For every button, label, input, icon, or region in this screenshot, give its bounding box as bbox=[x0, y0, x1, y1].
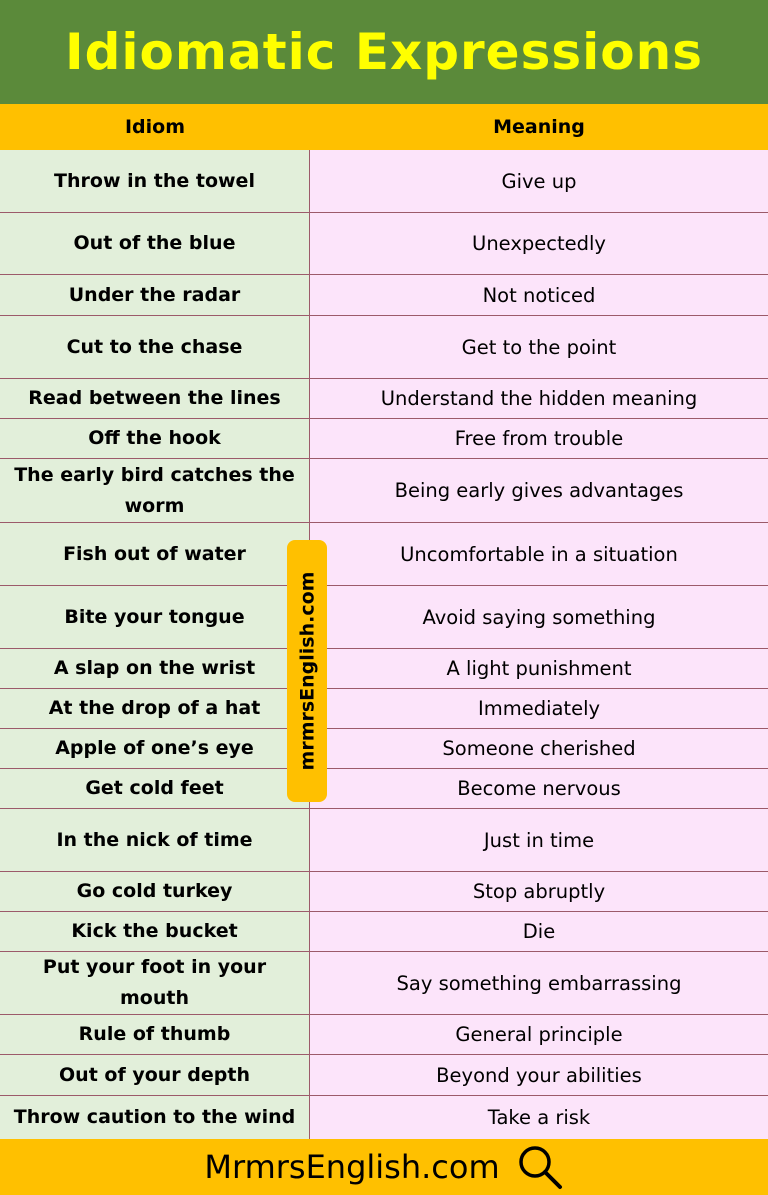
table-row bbox=[0, 729, 768, 769]
table-row bbox=[0, 1096, 768, 1140]
table-row bbox=[0, 150, 768, 213]
title-banner bbox=[0, 0, 768, 104]
meaning-cell: A light punishment bbox=[310, 649, 768, 688]
meaning-cell: Being early gives advantages bbox=[310, 459, 768, 522]
table-row bbox=[0, 689, 768, 729]
idiom-cell: Out of your depth bbox=[0, 1055, 310, 1095]
meaning-cell: Say something embarrassing bbox=[310, 952, 768, 1014]
meaning-cell: Immediately bbox=[310, 689, 768, 728]
idiom-cell: Out of the blue bbox=[0, 213, 310, 274]
meaning-cell: Beyond your abilities bbox=[310, 1055, 768, 1095]
idiom-cell: At the drop of a hat bbox=[0, 689, 310, 728]
table-row bbox=[0, 459, 768, 523]
table-row bbox=[0, 1015, 768, 1055]
idiom-cell: Off the hook bbox=[0, 419, 310, 458]
meaning-cell: Understand the hidden meaning bbox=[310, 379, 768, 418]
footer-site: MrmrsEnglish.com bbox=[204, 1148, 500, 1186]
meaning-cell: Take a risk bbox=[310, 1096, 768, 1139]
meaning-cell: Give up bbox=[310, 150, 768, 212]
table-row bbox=[0, 872, 768, 912]
table-row bbox=[0, 213, 768, 275]
table-row bbox=[0, 523, 768, 586]
idiom-cell: Throw in the towel bbox=[0, 150, 310, 212]
meaning-cell: Uncomfortable in a situation bbox=[310, 523, 768, 585]
idiom-cell: Throw caution to the wind bbox=[0, 1096, 310, 1139]
table-row bbox=[0, 649, 768, 689]
table-header bbox=[0, 104, 768, 151]
page-title: Idiomatic Expressions bbox=[65, 23, 703, 81]
table-row bbox=[0, 379, 768, 419]
table-row bbox=[0, 769, 768, 809]
idiom-cell: The early bird catches the worm bbox=[0, 459, 310, 522]
meaning-cell: Get to the point bbox=[310, 316, 768, 378]
table-row bbox=[0, 912, 768, 952]
idiom-cell: Rule of thumb bbox=[0, 1015, 310, 1054]
idiom-cell: Get cold feet bbox=[0, 769, 310, 808]
idiom-cell: Read between the lines bbox=[0, 379, 310, 418]
meaning-cell: Die bbox=[310, 912, 768, 951]
meaning-cell: Stop abruptly bbox=[310, 872, 768, 911]
header-idiom: Idiom bbox=[124, 116, 186, 138]
idiom-cell: Under the radar bbox=[0, 275, 310, 315]
table-row bbox=[0, 586, 768, 649]
meaning-cell: Just in time bbox=[310, 809, 768, 871]
idiom-cell: Put your foot in your mouth bbox=[0, 952, 310, 1014]
table-row bbox=[0, 952, 768, 1015]
meaning-cell: Become nervous bbox=[310, 769, 768, 808]
idiom-cell: Bite your tongue bbox=[0, 586, 310, 648]
meaning-cell: Free from trouble bbox=[310, 419, 768, 458]
idiom-cell: Go cold turkey bbox=[0, 872, 310, 911]
table-row bbox=[0, 316, 768, 379]
watermark-badge bbox=[287, 540, 327, 802]
header-meaning: Meaning bbox=[493, 116, 585, 138]
watermark-text: mrmrsEnglish.com bbox=[296, 571, 319, 771]
meaning-cell: Unexpectedly bbox=[310, 213, 768, 274]
idiom-cell: In the nick of time bbox=[0, 809, 310, 871]
idiom-cell: Apple of one’s eye bbox=[0, 729, 310, 768]
meaning-cell: General principle bbox=[310, 1015, 768, 1054]
idiom-table bbox=[0, 150, 768, 1140]
meaning-cell: Someone cherished bbox=[310, 729, 768, 768]
meaning-cell: Not noticed bbox=[310, 275, 768, 315]
idiom-cell: Cut to the chase bbox=[0, 316, 310, 378]
table-row bbox=[0, 419, 768, 459]
idiom-cell: Kick the bucket bbox=[0, 912, 310, 951]
idiom-cell: A slap on the wrist bbox=[0, 649, 310, 688]
meaning-cell: Avoid saying something bbox=[310, 586, 768, 648]
footer bbox=[0, 1139, 768, 1195]
table-row bbox=[0, 809, 768, 872]
idiom-cell: Fish out of water bbox=[0, 523, 310, 585]
search-icon bbox=[516, 1143, 564, 1191]
table-row bbox=[0, 1055, 768, 1096]
table-row bbox=[0, 275, 768, 316]
